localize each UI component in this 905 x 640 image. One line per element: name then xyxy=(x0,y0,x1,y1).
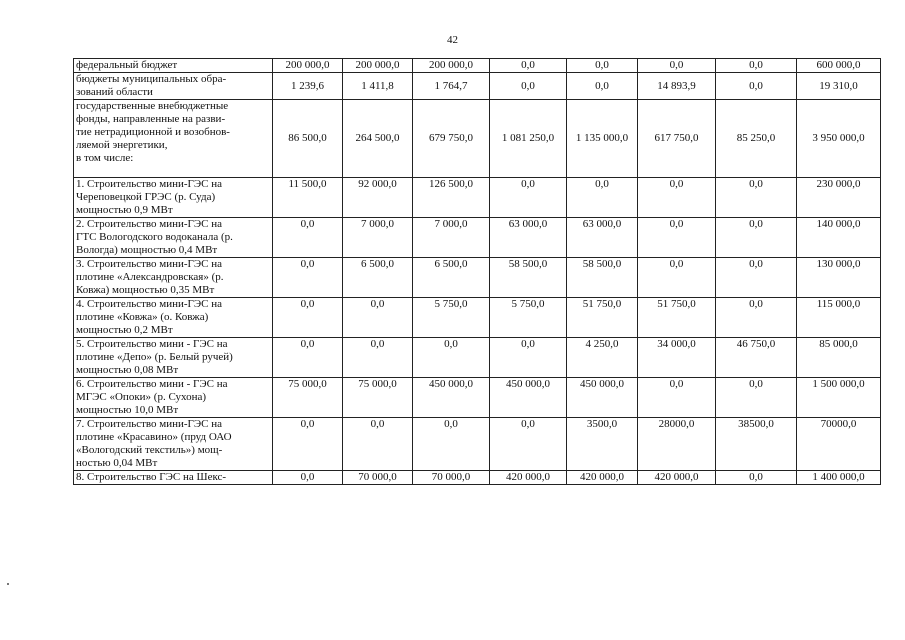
value-cell: 3500,0 xyxy=(567,418,638,471)
table-row xyxy=(74,418,881,471)
value-cell: 85 000,0 xyxy=(797,338,881,378)
value-cell: 200 000,0 xyxy=(413,59,490,73)
value-cell: 70 000,0 xyxy=(413,471,490,485)
row-label: 3. Строительство мини-ГЭС на плотине «Александровская» (р. Ковжа) мощностью 0,35 МВт xyxy=(74,258,273,298)
value-cell: 46 750,0 xyxy=(716,338,797,378)
value-cell: 1 239,6 xyxy=(273,73,343,100)
value-cell: 230 000,0 xyxy=(797,178,881,218)
value-cell: 115 000,0 xyxy=(797,298,881,338)
value-cell: 63 000,0 xyxy=(490,218,567,258)
value-cell: 1 400 000,0 xyxy=(797,471,881,485)
value-cell: 0,0 xyxy=(490,178,567,218)
table-row xyxy=(74,258,881,298)
row-label: бюджеты муниципальных обра- зований области xyxy=(74,73,273,100)
value-cell: 0,0 xyxy=(716,258,797,298)
value-cell: 70000,0 xyxy=(797,418,881,471)
value-cell: 0,0 xyxy=(638,258,716,298)
table-row xyxy=(74,471,881,485)
value-cell: 0,0 xyxy=(490,338,567,378)
value-cell: 420 000,0 xyxy=(638,471,716,485)
value-cell: 5 750,0 xyxy=(490,298,567,338)
value-cell: 200 000,0 xyxy=(343,59,413,73)
value-cell: 6 500,0 xyxy=(413,258,490,298)
table-row xyxy=(74,178,881,218)
value-cell: 0,0 xyxy=(343,418,413,471)
value-cell: 0,0 xyxy=(273,298,343,338)
value-cell: 0,0 xyxy=(413,338,490,378)
value-cell: 1 081 250,0 xyxy=(490,100,567,178)
value-cell: 0,0 xyxy=(716,298,797,338)
value-cell: 14 893,9 xyxy=(638,73,716,100)
value-cell: 85 250,0 xyxy=(716,100,797,178)
value-cell: 0,0 xyxy=(638,59,716,73)
value-cell: 0,0 xyxy=(413,418,490,471)
value-cell: 130 000,0 xyxy=(797,258,881,298)
value-cell: 450 000,0 xyxy=(490,378,567,418)
value-cell: 11 500,0 xyxy=(273,178,343,218)
value-cell: 264 500,0 xyxy=(343,100,413,178)
row-label: 2. Строительство мини-ГЭС на ГТС Вологодского водоканала (р. Вологда) мощностью 0,4 МВт xyxy=(74,218,273,258)
value-cell: 0,0 xyxy=(638,178,716,218)
value-cell: 75 000,0 xyxy=(273,378,343,418)
value-cell: 0,0 xyxy=(716,59,797,73)
value-cell: 420 000,0 xyxy=(567,471,638,485)
value-cell: 0,0 xyxy=(490,59,567,73)
value-cell: 420 000,0 xyxy=(490,471,567,485)
value-cell: 0,0 xyxy=(273,218,343,258)
value-cell: 92 000,0 xyxy=(343,178,413,218)
value-cell: 617 750,0 xyxy=(638,100,716,178)
row-label: 6. Строительство мини - ГЭС на МГЭС «Опоки» (р. Сухона) мощностью 10,0 МВт xyxy=(74,378,273,418)
row-label: 7. Строительство мини-ГЭС на плотине «Красавино» (пруд ОАО «Вологодский текстиль») мощ- ностью 0,04 МВт xyxy=(74,418,273,471)
value-cell: 0,0 xyxy=(567,73,638,100)
table-row xyxy=(74,59,881,73)
value-cell: 0,0 xyxy=(343,298,413,338)
value-cell: 28000,0 xyxy=(638,418,716,471)
value-cell: 19 310,0 xyxy=(797,73,881,100)
row-label: 5. Строительство мини - ГЭС на плотине «Депо» (р. Белый ручей) мощностью 0,08 МВт xyxy=(74,338,273,378)
value-cell: 6 500,0 xyxy=(343,258,413,298)
value-cell: 0,0 xyxy=(716,178,797,218)
value-cell: 1 411,8 xyxy=(343,73,413,100)
value-cell: 0,0 xyxy=(490,73,567,100)
value-cell: 126 500,0 xyxy=(413,178,490,218)
value-cell: 0,0 xyxy=(716,471,797,485)
value-cell: 51 750,0 xyxy=(638,298,716,338)
value-cell: 679 750,0 xyxy=(413,100,490,178)
value-cell: 0,0 xyxy=(638,378,716,418)
row-label: 4. Строительство мини-ГЭС на плотине «Ковжа» (о. Ковжа) мощностью 0,2 МВт xyxy=(74,298,273,338)
value-cell: 4 250,0 xyxy=(567,338,638,378)
value-cell: 0,0 xyxy=(273,471,343,485)
table-row xyxy=(74,73,881,100)
value-cell: 58 500,0 xyxy=(490,258,567,298)
value-cell: 1 500 000,0 xyxy=(797,378,881,418)
value-cell: 34 000,0 xyxy=(638,338,716,378)
table-row xyxy=(74,338,881,378)
value-cell: 1 135 000,0 xyxy=(567,100,638,178)
value-cell: 0,0 xyxy=(716,378,797,418)
value-cell: 0,0 xyxy=(567,178,638,218)
value-cell: 70 000,0 xyxy=(343,471,413,485)
table-row xyxy=(74,378,881,418)
value-cell: 0,0 xyxy=(343,338,413,378)
table-row xyxy=(74,218,881,258)
funding-table xyxy=(73,58,881,485)
value-cell: 7 000,0 xyxy=(413,218,490,258)
value-cell: 38500,0 xyxy=(716,418,797,471)
value-cell: 450 000,0 xyxy=(567,378,638,418)
value-cell: 58 500,0 xyxy=(567,258,638,298)
value-cell: 51 750,0 xyxy=(567,298,638,338)
value-cell: 0,0 xyxy=(638,218,716,258)
value-cell: 0,0 xyxy=(716,73,797,100)
value-cell: 0,0 xyxy=(273,418,343,471)
row-label: 1. Строительство мини-ГЭС на Череповецкой ГРЭС (р. Суда) мощностью 0,9 МВт xyxy=(74,178,273,218)
scan-speck xyxy=(7,583,9,585)
row-label: государственные внебюджетные фонды, направленные на разви- тие нетрадиционной и возобнов- ляемой энергетики, в том числе: xyxy=(74,100,273,178)
row-label: федеральный бюджет xyxy=(74,59,273,73)
value-cell: 5 750,0 xyxy=(413,298,490,338)
value-cell: 86 500,0 xyxy=(273,100,343,178)
value-cell: 600 000,0 xyxy=(797,59,881,73)
value-cell: 0,0 xyxy=(273,258,343,298)
value-cell: 0,0 xyxy=(490,418,567,471)
value-cell: 450 000,0 xyxy=(413,378,490,418)
page-number: 42 xyxy=(447,34,458,46)
value-cell: 75 000,0 xyxy=(343,378,413,418)
value-cell: 0,0 xyxy=(273,338,343,378)
value-cell: 3 950 000,0 xyxy=(797,100,881,178)
table-row xyxy=(74,100,881,178)
value-cell: 200 000,0 xyxy=(273,59,343,73)
value-cell: 140 000,0 xyxy=(797,218,881,258)
row-label: 8. Строительство ГЭС на Шекс- xyxy=(74,471,273,485)
value-cell: 0,0 xyxy=(567,59,638,73)
value-cell: 1 764,7 xyxy=(413,73,490,100)
value-cell: 0,0 xyxy=(716,218,797,258)
table-row xyxy=(74,298,881,338)
value-cell: 63 000,0 xyxy=(567,218,638,258)
value-cell: 7 000,0 xyxy=(343,218,413,258)
